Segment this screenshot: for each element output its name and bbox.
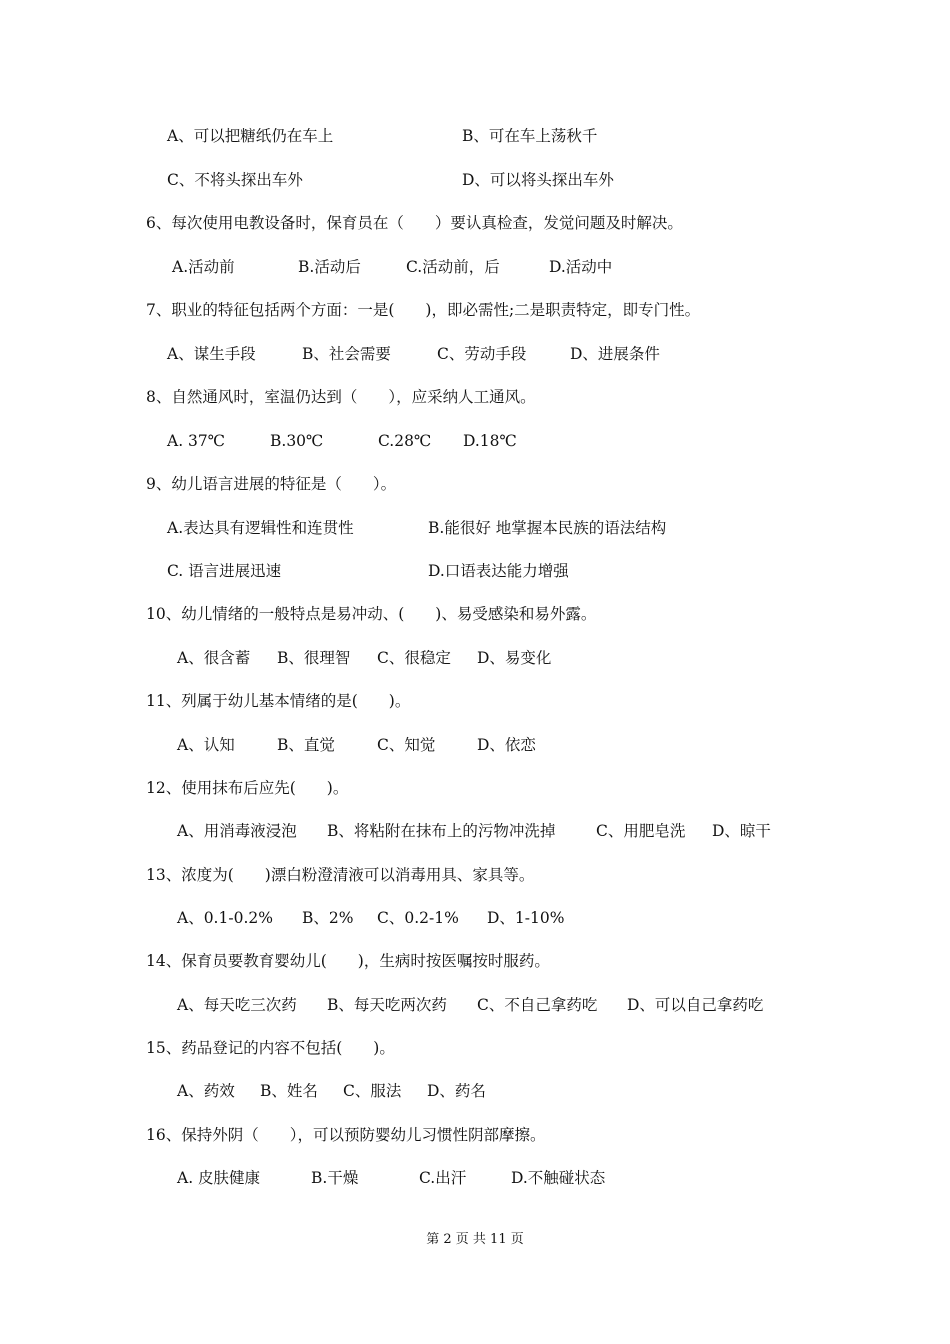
answer-option: B、姓名 [260,1082,318,1100]
page-footer: 第 2 页 共 11 页 [426,1232,524,1247]
answer-option: A.表达具有逻辑性和连贯性 [167,519,354,537]
answer-option: A、可以把糖纸仍在车上 [167,127,334,145]
answer-option: D、进展条件 [570,345,660,363]
question-text: 6、每次使用电教设备时，保育员在（ ）要认真检查，发觉问题及时解决。 [146,214,683,232]
question-text: 16、保持外阴（ ），可以预防婴幼儿习惯性阴部摩擦。 [146,1126,546,1144]
answer-option: C、知觉 [377,736,436,754]
answer-option: D.不触碰状态 [511,1169,606,1187]
answer-option: A、认知 [177,736,235,754]
question-text: 12、使用抹布后应先( )。 [146,779,349,797]
answer-option: B.30℃ [270,432,324,450]
question-text: 15、药品登记的内容不包括( )。 [146,1039,395,1057]
answer-option: D、依恋 [477,736,536,754]
answer-option: A、谋生手段 [167,345,256,363]
answer-option: D、1-10% [487,909,565,927]
answer-option: B、将粘附在抹布上的污物冲洗掉 [327,822,556,840]
answer-option: A、药效 [177,1082,235,1100]
answer-option: C、很稳定 [377,649,451,667]
answer-option: B、每天吃两次药 [327,996,447,1014]
answer-option: D、易变化 [477,649,552,667]
question-text: 13、浓度为( )漂白粉澄清液可以消毒用具、家具等。 [146,866,535,884]
answer-option: D、可以将头探出车外 [462,171,614,189]
answer-option: D.18℃ [463,432,517,450]
answer-option: C.出汗 [419,1169,467,1187]
answer-option: A、很含蓄 [177,649,251,667]
answer-option: B.活动后 [298,258,361,276]
answer-option: C、劳动手段 [437,345,527,363]
answer-option: A. 37℃ [167,432,226,450]
answer-option: D、晾干 [712,822,771,840]
answer-option: D.活动中 [549,258,613,276]
answer-option: D.口语表达能力增强 [428,562,569,580]
answer-option: C、0.2-1% [377,909,459,927]
question-text: 11、列属于幼儿基本情绪的是( )。 [146,692,411,710]
answer-option: C.28℃ [378,432,432,450]
answer-option: D、药名 [427,1082,486,1100]
answer-option: A.活动前 [172,258,235,276]
answer-option: B、直觉 [277,736,335,754]
answer-option: B、很理智 [277,649,351,667]
answer-option: A、用消毒液浸泡 [177,822,297,840]
answer-option: C、服法 [343,1082,402,1100]
question-text: 7、职业的特征包括两个方面：一是( )，即必需性;二是职责特定，即专门性。 [146,301,701,319]
answer-option: B、可在车上荡秋千 [462,127,598,145]
answer-option: B.干燥 [311,1169,359,1187]
answer-option: C、不自己拿药吃 [477,996,598,1014]
answer-option: A、每天吃三次药 [177,996,297,1014]
answer-option: B、社会需要 [302,345,391,363]
question-text: 14、保育员要教育婴幼儿( )，生病时按医嘱按时服药。 [146,952,550,970]
answer-option: C、不将头探出车外 [167,171,303,189]
question-text: 9、幼儿语言进展的特征是（ ）。 [146,475,397,493]
answer-option: A、0.1-0.2% [177,909,273,927]
question-text: 8、自然通风时，室温仍达到（ ），应采纳人工通风。 [146,388,536,406]
question-text: 10、幼儿情绪的一般特点是易冲动、( )、易受感染和易外露。 [146,605,597,623]
answer-option: D、可以自己拿药吃 [627,996,764,1014]
answer-option: C.活动前，后 [406,258,500,276]
answer-option: C、用肥皂洗 [596,822,686,840]
answer-option: B.能很好 地掌握本民族的语法结构 [428,519,667,537]
answer-option: C. 语言进展迅速 [167,562,282,580]
answer-option: A. 皮肤健康 [177,1169,261,1187]
answer-option: B、2% [302,909,354,927]
